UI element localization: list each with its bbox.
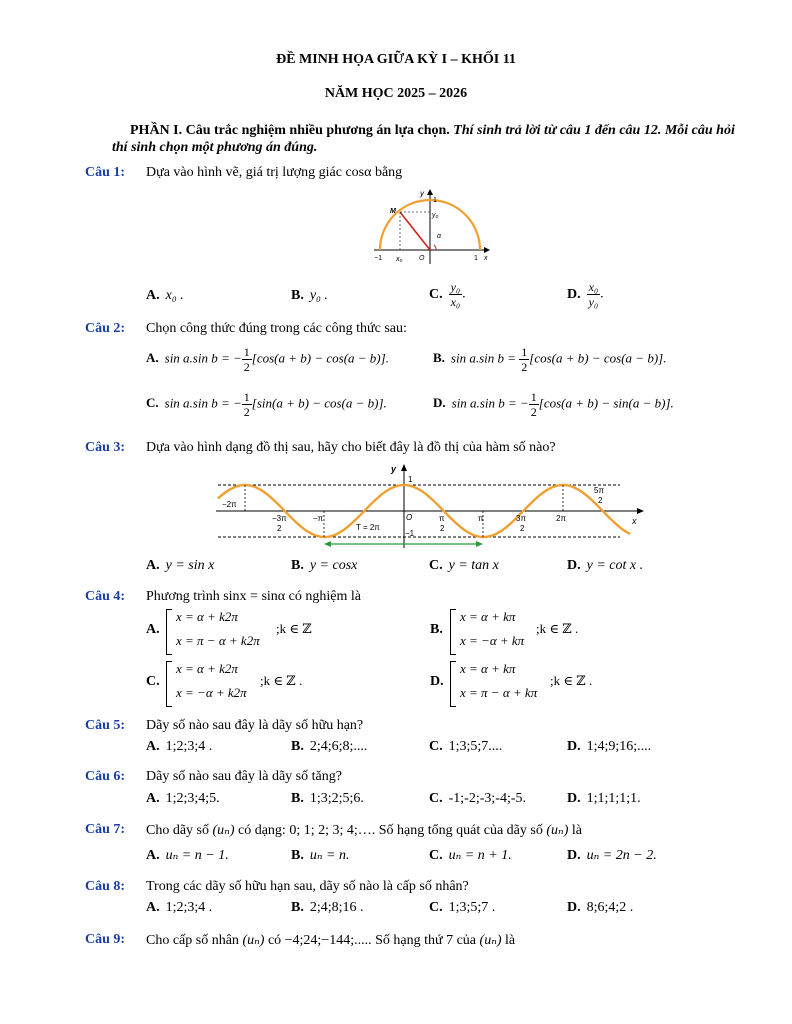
q7-option-d[interactable]: D. uₙ = 2n − 2.	[567, 848, 657, 863]
q7-c-value: uₙ = n + 1.	[448, 848, 512, 863]
q7-option-a[interactable]: A. uₙ = n − 1.	[146, 848, 229, 863]
q1-fig-one: 1	[433, 197, 437, 204]
q2-d-post: [cos(a + b) − sin(a − b)].	[538, 395, 674, 411]
q3-fig-one: 1	[408, 475, 413, 484]
part-title: PHẦN I. Câu trắc nghiệm nhiều phương án lựa chọn.	[130, 123, 450, 138]
q2-d-pre: sin a.sin b = −	[451, 395, 529, 411]
q3-fig-o: O	[406, 513, 413, 522]
q8-d-value: 8;6;4;2 .	[586, 900, 634, 915]
q5-d-value: 1;4;9;16;....	[586, 739, 652, 754]
q7-text-1: Cho dãy số	[146, 823, 209, 838]
q4-text: Phương trình sinx = sinα có nghiệm là	[146, 589, 361, 604]
q4-a-tail: ;k ∈ ℤ	[276, 621, 312, 636]
q2-a-fraction	[242, 345, 252, 374]
q3-fig-pi-half: π	[439, 514, 445, 523]
q5-b-value: 2;4;6;8;....	[309, 739, 368, 754]
q9-text-2: có −4;24;−144;..... Số hạng thứ 7 của	[267, 933, 477, 948]
q3-fig-pi: π	[478, 514, 484, 523]
q8-b-value: 2;4;8;16 .	[309, 900, 364, 915]
q1-d-key: D.	[567, 286, 581, 302]
q4-b-line1: x = α + kπ	[460, 609, 516, 624]
q2-b-den: 2	[521, 360, 528, 374]
q1-a-key: A.	[146, 288, 160, 303]
q2-a-post: [cos(a + b) − cos(a − b)].	[251, 350, 389, 366]
q7-seq-1: (uₙ)	[212, 823, 235, 838]
q3-fig-m2pi: −2π	[222, 500, 237, 509]
q8-a-value: 1;2;3;4 .	[165, 900, 213, 915]
q3-fig-3pi-half-den: 2	[520, 524, 525, 533]
q4-d-tail: ;k ∈ ℤ .	[550, 673, 593, 688]
q6-d-value: 1;1;1;1;1.	[586, 791, 641, 806]
q5-option-a[interactable]: A. 1;2;3;4 .	[146, 739, 213, 754]
q1-option-c[interactable]	[429, 280, 466, 309]
q3-fig-pi-half-den: 2	[440, 524, 445, 533]
q9-text	[146, 932, 515, 949]
q2-c-den: 2	[243, 405, 250, 419]
q3-option-b[interactable]: B. y = cosx	[291, 558, 358, 573]
q3-c-value: y = tan x	[448, 558, 499, 573]
q6-c-value: -1;-2;-3;-4;-5.	[448, 791, 526, 806]
q1-fig-alpha: α	[437, 233, 441, 240]
q9-seq-2: (uₙ)	[479, 933, 502, 948]
q1-option-b[interactable]	[291, 288, 328, 304]
q5-option-b[interactable]: B. 2;4;6;8;....	[291, 739, 368, 754]
q2-option-a[interactable]: A. sin a.sin b = − $\frac{1}{2}$ [cos(a + b) − cos(a − b)].	[146, 345, 389, 374]
part-intro	[112, 122, 752, 156]
q2-a-num: 1	[243, 345, 250, 359]
q8-option-d[interactable]: D. 8;6;4;2 .	[567, 900, 634, 915]
q3-fig-2pi: 2π	[556, 514, 566, 523]
q9-text-1: Cho cấp số nhân	[146, 933, 239, 948]
q6-b-value: 1;3;2;5;6.	[309, 791, 364, 806]
q2-d-num: 1	[530, 390, 537, 404]
q2-option-d[interactable]: D. sin a.sin b = − $\frac{1}{2}$ [cos(a + b) − sin(a − b)].	[433, 390, 674, 419]
q4-option-b[interactable]: B.	[430, 622, 443, 637]
q3-fig-y: y	[391, 464, 397, 474]
q2-option-b[interactable]: B. sin a.sin b = $\frac{1}{2}$ [cos(a + b) − cos(a − b)].	[433, 345, 667, 374]
q8-c-value: 1;3;5;7 .	[448, 900, 496, 915]
q1-fig-x: x	[484, 255, 488, 262]
q1-b-key: B.	[291, 288, 304, 303]
q1-a-value: x₀ .	[165, 288, 184, 303]
q7-d-value: uₙ = 2n − 2.	[586, 848, 657, 863]
q4-a-line2: x = π − α + k2π	[176, 633, 260, 648]
school-year: NĂM HỌC 2025 – 2026	[324, 86, 468, 101]
q5-c-value: 1;3;5;7....	[448, 739, 503, 754]
q1-option-d[interactable]	[567, 280, 604, 309]
q1-c-dot: .	[462, 286, 466, 302]
q2-b-fraction	[519, 345, 529, 374]
exam-title: ĐỀ MINH HỌA GIỮA KỲ I – KHỐI 11	[276, 52, 516, 67]
q4-d-line2: x = π − α + kπ	[460, 685, 538, 700]
q1-text: Dựa vào hình vẽ, giá trị lượng giác cosα bằng	[146, 165, 403, 180]
q1-d-fraction	[587, 280, 601, 309]
q3-text: Dựa vào hình dạng đồ thị sau, hãy cho biết đây là đồ thị của hàm số nào?	[146, 440, 556, 455]
q4-d-line1: x = α + kπ	[460, 661, 516, 676]
q3-fig-period: T = 2π	[356, 523, 380, 532]
q1-unit-circle-figure	[370, 186, 495, 268]
q6-a-value: 1;2;3;4;5.	[165, 791, 220, 806]
q2-a-den: 2	[243, 360, 250, 374]
q4-c-line1: x = α + k2π	[176, 661, 238, 676]
q4-c-line2: x = −α + k2π	[176, 685, 247, 700]
q5-a-value: 1;2;3;4 .	[165, 739, 213, 754]
q7-b-value: uₙ = n.	[309, 848, 350, 863]
q2-text: Chọn công thức đúng trong các công thức sau:	[146, 321, 407, 336]
q1-label: Câu 1:	[85, 165, 126, 180]
q2-c-pre: sin a.sin b = −	[164, 395, 242, 411]
q3-fig-5pi-half-den: 2	[598, 496, 603, 505]
q2-b-post: [cos(a + b) − cos(a − b)].	[529, 350, 667, 366]
q1-c-fraction	[449, 280, 463, 309]
q4-option-c[interactable]: C.	[146, 674, 160, 689]
q1-fig-o: O	[419, 255, 425, 262]
q1-d-dot: .	[600, 286, 604, 302]
q7-label: Câu 7:	[85, 822, 126, 837]
q3-fig-3pi-half: 3π	[516, 514, 526, 523]
q1-fig-minus1: −1	[374, 255, 382, 262]
q2-b-pre: sin a.sin b =	[450, 350, 520, 366]
q3-cosine-graph-figure	[210, 462, 655, 550]
q4-b-tail: ;k ∈ ℤ .	[536, 621, 579, 636]
q1-fig-y: y	[420, 189, 424, 198]
q3-option-d[interactable]: D. y = cot x .	[567, 558, 644, 573]
q3-a-value: y = sin x	[165, 558, 215, 573]
q8-option-b[interactable]: B. 2;4;8;16 .	[291, 900, 364, 915]
q9-text-3: là	[505, 933, 516, 948]
q3-fig-mpi: −π	[313, 514, 324, 523]
q2-d-den: 2	[530, 405, 537, 419]
q1-fig-x0: x₀	[396, 256, 403, 263]
q2-d-fraction	[529, 390, 539, 419]
part-instructions: Thí sinh trả lời từ câu 1 đến câu 12. Mỗi câu hỏi thí sinh chọn một phương án đúng.	[112, 123, 735, 155]
q6-label: Câu 6:	[85, 769, 126, 784]
q1-c-key: C.	[429, 286, 443, 302]
q5-option-c[interactable]: C. 1;3;5;7....	[429, 739, 503, 754]
q3-b-value: y = cosx	[309, 558, 358, 573]
q1-c-num: y₀	[450, 280, 461, 294]
q2-a-pre: sin a.sin b = −	[164, 350, 242, 366]
q1-b-value: y₀ .	[309, 288, 328, 303]
q8-option-a[interactable]: A. 1;2;3;4 .	[146, 900, 213, 915]
q3-label: Câu 3:	[85, 440, 126, 455]
q2-c-post: [sin(a + b) − cos(a − b)].	[251, 395, 387, 411]
q3-fig-m3pi: −3π	[272, 514, 287, 523]
q6-text: Dãy số nào sau đây là dãy số tăng?	[146, 769, 342, 784]
q8-label: Câu 8:	[85, 879, 126, 894]
q2-option-c[interactable]: C. sin a.sin b = − $\frac{1}{2}$ [sin(a + b) − cos(a − b)].	[146, 390, 387, 419]
q4-option-a[interactable]: A.	[146, 622, 160, 637]
q3-fig-5pi-half: 5π	[594, 486, 604, 495]
q7-seq-2: (uₙ)	[546, 823, 569, 838]
q4-label: Câu 4:	[85, 589, 126, 604]
q4-c-tail: ;k ∈ ℤ .	[260, 673, 303, 688]
q7-text-3: là	[571, 823, 582, 838]
q1-fig-y0: y₀	[432, 212, 439, 219]
q5-text: Dãy số nào sau đây là dãy số hữu hạn?	[146, 718, 364, 733]
q6-option-d[interactable]: D. 1;1;1;1;1.	[567, 791, 641, 806]
q7-a-value: uₙ = n − 1.	[165, 848, 229, 863]
q6-option-b[interactable]: B. 1;3;2;5;6.	[291, 791, 364, 806]
q3-fig-minus1: −1	[405, 529, 415, 538]
q7-option-b[interactable]: B. uₙ = n.	[291, 848, 350, 863]
q2-c-fraction	[242, 390, 252, 419]
q1-fig-m: M	[390, 208, 396, 215]
q3-d-value: y = cot x .	[586, 558, 644, 573]
q3-option-a[interactable]: A. y = sin x	[146, 558, 215, 573]
q1-d-den: y₀	[588, 295, 599, 309]
q2-b-num: 1	[521, 345, 528, 359]
q6-option-c[interactable]: C. -1;-2;-3;-4;-5.	[429, 791, 526, 806]
q9-seq-1: (uₙ)	[242, 933, 265, 948]
q4-a-line1: x = α + k2π	[176, 609, 238, 624]
q1-d-num: x₀	[588, 280, 599, 294]
q2-label: Câu 2:	[85, 321, 126, 336]
q5-label: Câu 5:	[85, 718, 126, 733]
q1-option-a[interactable]	[146, 288, 184, 304]
q8-option-c[interactable]: C. 1;3;5;7 .	[429, 900, 496, 915]
q1-c-den: x₀	[450, 295, 461, 309]
q1-fig-one-x: 1	[474, 255, 478, 262]
q7-text	[146, 822, 582, 839]
q9-label: Câu 9:	[85, 932, 126, 947]
q4-option-d[interactable]: D.	[430, 674, 444, 689]
q7-text-2: có dạng: 0; 1; 2; 3; 4;…. Số hạng tổng quát của dãy số	[238, 823, 543, 838]
q3-fig-x: x	[632, 516, 637, 526]
q2-c-num: 1	[243, 390, 250, 404]
q5-option-d[interactable]: D. 1;4;9;16;....	[567, 739, 652, 754]
q6-option-a[interactable]: A. 1;2;3;4;5.	[146, 791, 220, 806]
q8-text: Trong các dãy số hữu hạn sau, dãy số nào là cấp số nhân?	[146, 879, 469, 894]
q3-option-c[interactable]: C. y = tan x	[429, 558, 499, 573]
q4-b-line2: x = −α + kπ	[460, 633, 525, 648]
q3-fig-m3pi-den: 2	[277, 524, 282, 533]
q7-option-c[interactable]: C. uₙ = n + 1.	[429, 848, 512, 863]
